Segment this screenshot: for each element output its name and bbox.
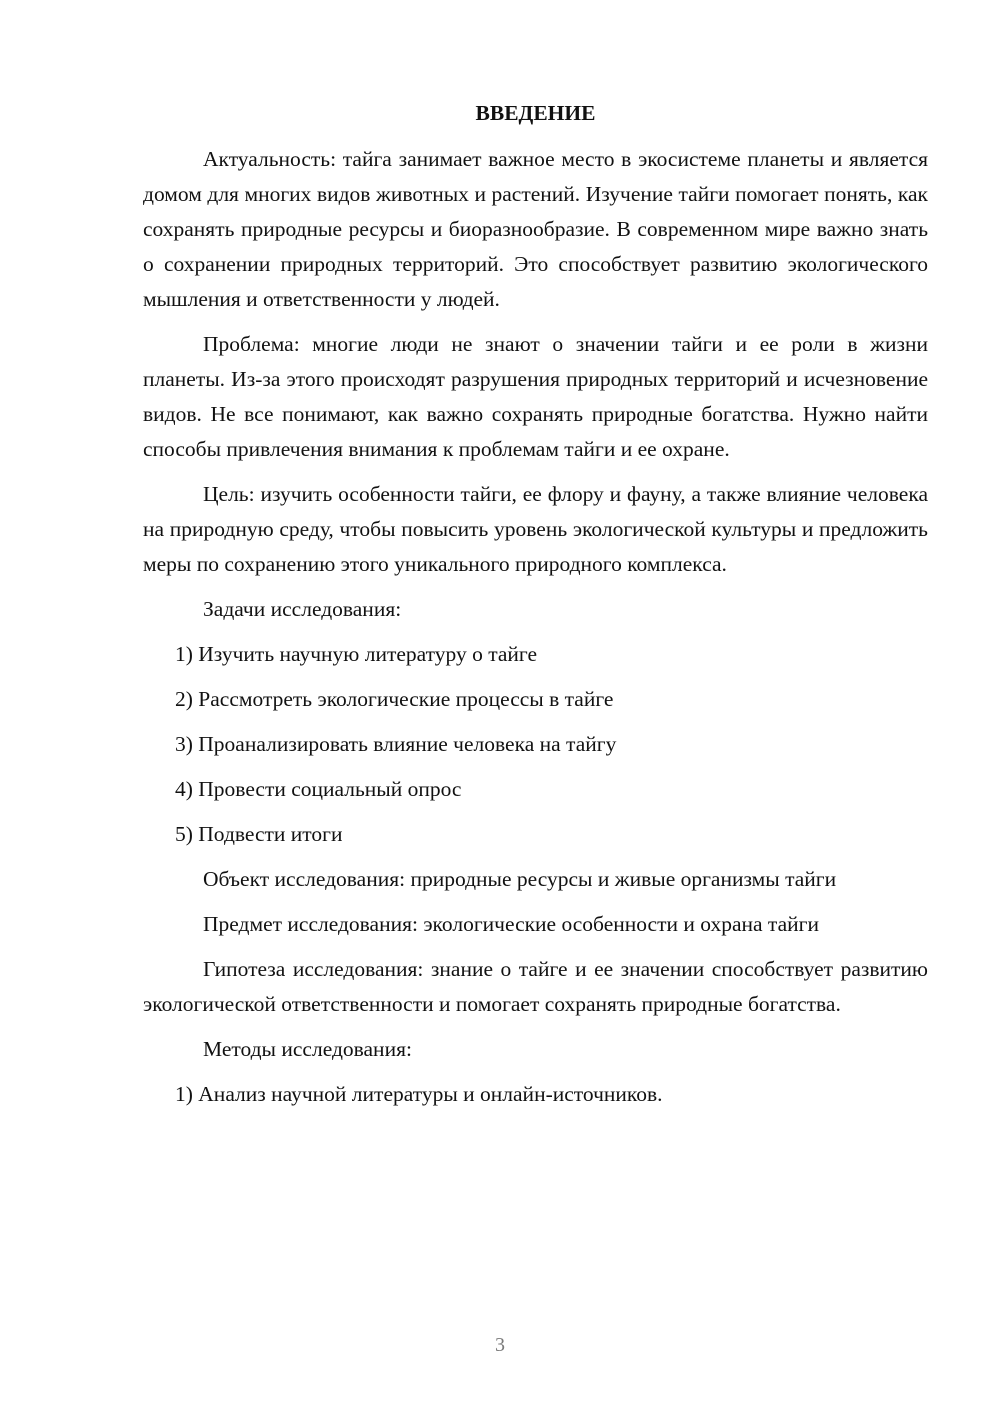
goal-paragraph: Цель: изучить особенности тайги, ее флору и фауну, а также влияние человека на природную среду, чтобы повысить уровень экологической культуры и предложить меры по сохранению этого уникального природного комплекса. [143,482,928,576]
object-paragraph: Объект исследования: природные ресурсы и живые организмы тайги [203,867,837,891]
tasks-title: Задачи исследования: [203,597,402,621]
relevance-paragraph: Актуальность: тайга занимает важное место в экосистеме планеты и является домом для многих видов животных и растений. Изучение тайги помогает понять, как сохранять природные ресурсы и биоразнообразие. В современном мире важно знать о сохранении природных территорий. Это способствует развитию экологического мышления и ответственности у людей. [143,147,928,311]
methods-title: Методы исследования: [203,1037,412,1061]
hypothesis-paragraph: Гипотеза исследования: знание о тайге и ее значении способствует развитию экологической ответственности и помогает сохранять природные богатства. [143,957,928,1016]
page-number: 3 [495,1334,505,1356]
section-heading: ВВЕДЕНИЕ [475,101,596,125]
problem-paragraph: Проблема: многие люди не знают о значении тайги и ее роли в жизни планеты. Из-за этого происходят разрушения природных территорий и исчезновение видов. Не все понимают, как важно сохранять природные богатства. Нужно найти способы привлечения внимания к проблемам тайги и ее охране. [143,332,928,461]
list-item: 5) Подвести итоги [175,822,343,846]
page-content [143,96,928,1122]
list-item: 1) Анализ научной литературы и онлайн-источников. [175,1082,663,1106]
subject-paragraph: Предмет исследования: экологические особенности и охрана тайги [203,912,819,936]
list-item: 2) Рассмотреть экологические процессы в тайге [175,687,614,711]
list-item: 1) Изучить научную литературу о тайге [175,642,537,666]
methods-list [143,1077,928,1112]
list-item: 4) Провести социальный опрос [175,777,462,801]
tasks-list [143,637,928,852]
list-item: 3) Проанализировать влияние человека на тайгу [175,732,617,756]
